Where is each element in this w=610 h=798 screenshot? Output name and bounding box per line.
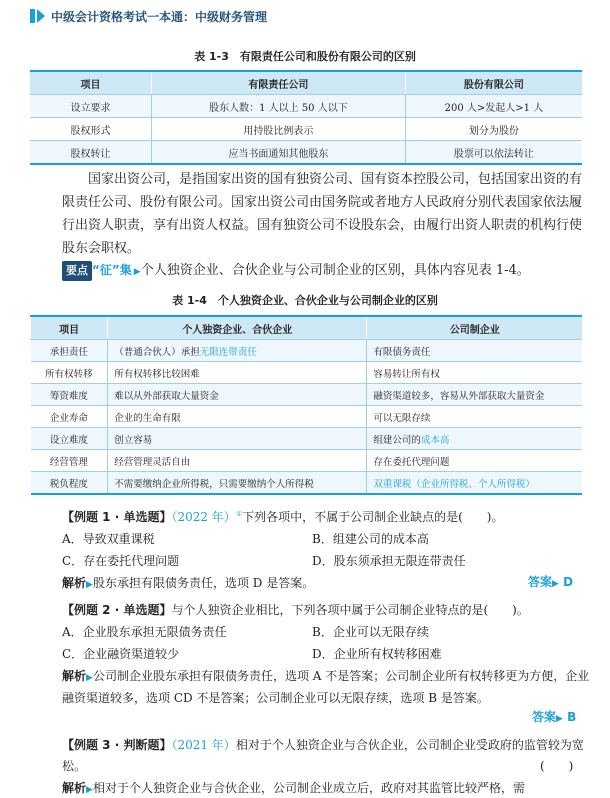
answer-value: B [567,710,577,724]
table-cell [108,472,367,495]
table-cell: 股权转让 [30,141,151,165]
table-row [30,95,582,118]
table-header-cell: 有限责任公司 [151,71,405,95]
table-cell: 股票可以依法转让 [405,141,582,165]
cell-highlight: 双重课税（企业所得税、个人所得税） [373,478,535,490]
arrow-icon: ▶ [86,673,93,683]
table-cell: 设立要求 [30,95,151,118]
table-row [31,340,583,362]
header-title: 中级会计资格考试一本通：中级财务管理 [51,9,268,24]
table-cell [108,384,367,406]
question-3 [62,735,592,777]
option-c: C．存在委托代理问题 [62,554,180,568]
table-cell [108,340,367,362]
header-triangle-icon [37,9,45,23]
table-cell: 筹资难度 [31,384,108,406]
option-b: B．组建公司的成本高 [312,532,429,546]
keypoint-badge: 要点 [62,261,92,281]
cell-highlight: 成本高 [420,434,450,446]
table-cell: 划分为股份 [405,118,582,141]
cell-text: 容易转让所有权 [373,368,440,380]
table-cell [108,406,367,428]
answer-label: 答案 [528,575,553,589]
cell-text: 有限债务责任 [373,346,431,358]
explanation-text: 相对于个人独资企业与合伙企业，公司制企业成立后，政府对其监管比较严格，需 [92,781,525,795]
explanation-text: 股东承担有限债务责任，选项 D 是答案。 [92,576,315,590]
question-text: 相对于个人独资企业与合伙企业，公司制企业受政府的监管较为宽松。 [62,738,584,773]
cell-text: 经营管理灵活自由 [114,456,191,468]
keypoint-line [62,260,592,282]
explanation-3 [62,779,592,796]
table-header-cell: 公司制企业 [367,316,582,340]
table-row [31,428,583,450]
explanation-label: 解析 [62,781,87,795]
table-cell: 设立难度 [31,428,108,450]
table-header-cell: 股份有限公司 [405,71,582,95]
cell-text: 所有权转移比较困难 [114,368,200,380]
cell-text: （普通合伙人）承担 [114,346,200,358]
keypoint-text: 个人独资企业、合伙企业与公司制企业的区别，具体内容见表 1-4。 [140,263,530,278]
table-cell [108,362,367,384]
table-cell: 经营管理 [31,450,108,472]
keypoint-badge-collect: “征”集 [92,263,132,277]
table-header-cell: 项目 [31,316,108,340]
table-cell [108,450,367,472]
table-cell: 股东人数：1 人以上 50 人以下 [151,95,405,118]
cell-text: 创立容易 [114,434,153,446]
table-header-cell: 个人独资企业、合伙企业 [108,316,367,340]
question-text: 与个人独资企业相比，下列各项中属于公司制企业特点的是( )。 [171,603,529,617]
table2-caption: 表 1-4 个人独资企业、合伙企业与公司制企业的区别 [172,294,438,307]
table-row [31,450,583,472]
explanation-label: 解析 [62,576,87,590]
table-cell [367,384,582,406]
arrow-icon: ▶ [86,580,93,590]
question-title: 【例题 1 · 单选题】 [62,510,172,524]
table-cell [367,450,582,472]
table-row [30,118,582,141]
table-cell [367,472,582,495]
arrow-icon: ▶ [556,714,563,724]
footnote-marker: ① [235,510,243,518]
option-d: D．股东须承担无限连带责任 [312,554,466,568]
table-cell [367,406,582,428]
running-header [30,8,267,24]
table-header-row [30,71,582,95]
table-cell [367,362,582,384]
cell-text: 可以无限存续 [373,412,431,424]
table-cell: 所有权转移 [31,362,108,384]
table-row [31,406,583,428]
table-cell: 应当书面通知其他股东 [151,141,405,165]
table-company-types [30,70,582,165]
table-cell: 股权形式 [30,118,151,141]
answer-parentheses: ( ) [540,759,574,773]
cell-text: 企业的生命有限 [114,412,181,424]
table-header-cell: 项目 [30,71,151,95]
table-cell: 税负程度 [31,472,108,495]
body-paragraph: 国家出资公司，是指国家出资的国有独资公司、国有资本控股公司，包括国家出资的有限责任公司、股份有限公司。国家出资公司由国务院或者地方人民政府分别代表国家依法履行出资人职责，享有出资人权益。国有独资公司不设股东会，由履行出资人职责的机构行使股东会职权。 [62,172,583,256]
explanation-1 [62,574,592,591]
table-cell [108,428,367,450]
cell-text: 存在委托代理问题 [373,456,450,468]
question-1 [62,508,592,525]
arrow-icon: ▶ [552,579,559,589]
option-d: D．企业所有权转移困难 [312,647,442,661]
cell-text: 组建公司的 [373,434,421,446]
option-a: A．导致双重课税 [62,532,155,546]
answer-label: 答案 [532,710,557,724]
table-row [31,362,583,384]
table-enterprise-comparison [30,315,582,495]
explanation-text: 公司制企业股东承担有限债务责任，选项 A 不是答案；公司制企业所有权转移更为方便，企业融资渠道较多，选项 CD 不是答案；公司制企业可以无限存续，选项 B 是答案。 [62,669,590,705]
question-title: 【例题 3 · 判断题】 [62,738,172,752]
question-text: 下列各项中，不属于公司制企业缺点的是( )。 [242,510,504,524]
answer-1 [528,573,573,590]
table-cell: 承担责任 [31,340,108,362]
table-row [31,384,583,406]
option-c: C．企业融资渠道较少 [62,647,180,661]
question-year: （2022 年） [171,510,236,524]
table-row [31,472,583,495]
table-cell [367,428,582,450]
cell-highlight: 无限连带责任 [199,346,257,358]
question-title: 【例题 2 · 单选题】 [62,603,172,617]
table-row [30,141,582,165]
cell-text: 融资渠道较多，容易从外部获取大量资金 [373,390,545,402]
table-header-row [31,316,583,340]
arrow-icon: ▶ [86,785,93,795]
table-cell: 企业寿命 [31,406,108,428]
cell-text: 难以从外部获取大量资金 [114,390,219,402]
answer-2 [532,708,576,725]
explanation-label: 解析 [62,669,87,683]
question-2 [62,601,592,618]
option-a: A．企业股东承担无限债务责任 [62,625,227,639]
explanation-2 [62,666,592,708]
header-bar-icon [30,9,35,23]
answer-value: D [563,575,574,589]
question-year: （2021 年） [171,738,236,752]
cell-text: 不需要缴纳企业所得税，只需要缴纳个人所得税 [114,478,314,490]
table-cell: 200 人>发起人>1 人 [405,95,582,118]
table-cell: 用持股比例表示 [151,118,405,141]
table1-caption: 表 1-3 有限责任公司和股份有限公司的区别 [194,50,416,63]
option-b: B．企业可以无限存续 [312,625,429,639]
arrow-icon: ▶ [133,267,141,277]
table-cell [367,340,582,362]
